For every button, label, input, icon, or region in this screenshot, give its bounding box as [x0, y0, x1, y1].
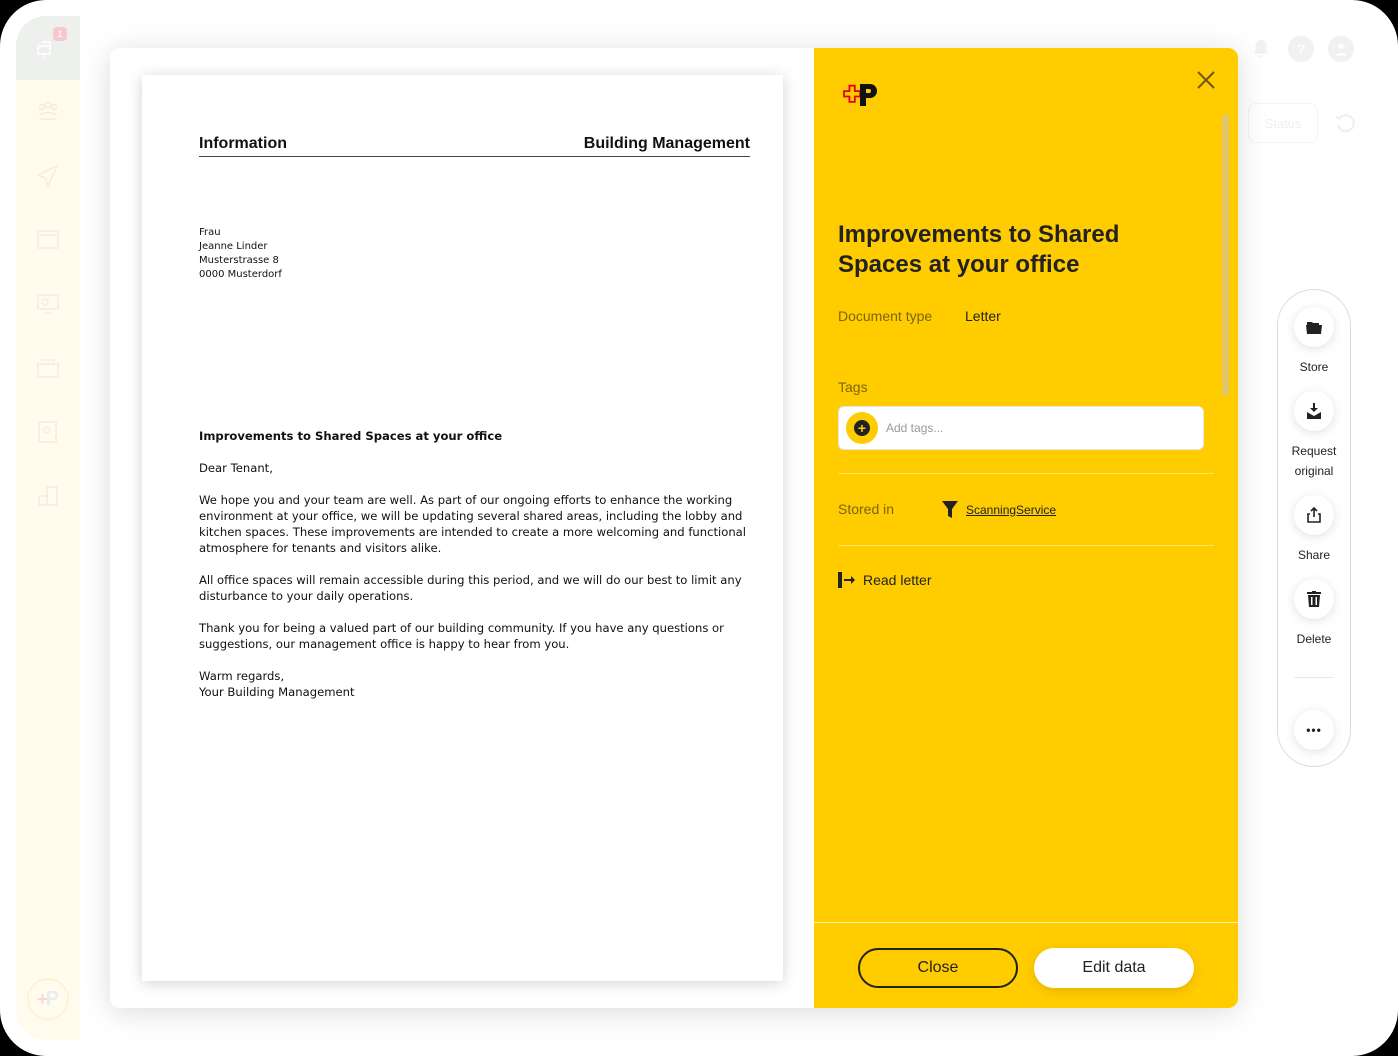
delete-action[interactable]	[1278, 579, 1350, 649]
letter-paragraph: Thank you for being a valued part of our building community. If you have any questions or suggestions, our management office is happy to hear from you.	[199, 621, 724, 651]
footer-divider	[814, 922, 1238, 923]
delete-button[interactable]	[1294, 579, 1334, 619]
scanning-service-link[interactable]: ScanningService	[966, 502, 1057, 517]
request-original-label: Request original	[1291, 444, 1337, 478]
share-action[interactable]	[1278, 495, 1350, 565]
document-type-value: Letter	[965, 308, 1001, 324]
letter-signature: Your Building Management	[199, 685, 355, 699]
address-line: Musterstrasse 8	[199, 255, 279, 266]
folder-icon	[35, 355, 61, 381]
post-logo-letter: P	[45, 987, 59, 1010]
more-icon: •••	[1306, 723, 1322, 737]
status-filter-button[interactable]: Status	[1248, 103, 1318, 143]
notification-badge: 1	[53, 27, 67, 41]
request-original-button[interactable]	[1294, 391, 1334, 431]
sidebar-item-monitor[interactable]	[16, 272, 80, 336]
address-line: 0000 Musterdorf	[199, 269, 282, 280]
download-tray-icon	[1307, 403, 1321, 419]
letter-paragraph: We hope you and your team are well. As part of our ongoing efforts to enhance the working environment at your office, we will be updating several shared areas, including the lobby and kitchen spaces. These improvements are intended to create a more welcoming and functional atmosphere for tenants and visitors alike.	[199, 493, 747, 555]
more-action[interactable]	[1278, 710, 1350, 750]
funnel-icon	[942, 501, 958, 518]
stored-in-label: Stored in	[838, 501, 895, 517]
letter-header-right: Building Management	[583, 135, 750, 152]
tags-input[interactable]	[886, 421, 1186, 435]
add-tag-button[interactable]	[846, 412, 878, 444]
help-button[interactable]	[1288, 36, 1314, 62]
read-letter-button[interactable]	[838, 572, 931, 588]
read-letter-label: Read letter	[863, 572, 932, 588]
address-line: Frau	[199, 227, 221, 238]
sidebar-item-contacts[interactable]	[16, 400, 80, 464]
share-button[interactable]	[1294, 495, 1334, 535]
letter-paragraph: All office spaces will remain accessible during this period, and we will do our best to limit any disturbance to your daily operations.	[199, 573, 742, 603]
stored-in-link[interactable]	[942, 501, 1056, 518]
delete-label: Delete	[1296, 632, 1332, 646]
letter-body	[199, 428, 759, 700]
action-rail	[1277, 289, 1351, 767]
rail-divider	[1294, 677, 1334, 678]
swiss-cross-icon: +	[37, 988, 48, 1009]
close-button[interactable]: Close	[858, 948, 1018, 988]
bell-icon	[1250, 38, 1272, 60]
request-original-action[interactable]	[1278, 391, 1350, 481]
edit-data-button[interactable]: Edit data	[1034, 948, 1194, 988]
recipient-address	[199, 226, 282, 282]
store-action[interactable]	[1278, 307, 1350, 377]
send-icon	[35, 163, 61, 189]
tags-label: Tags	[838, 379, 868, 395]
letter-header-left: Information	[199, 135, 287, 152]
letter-page	[142, 75, 783, 981]
sidebar-item-buildings[interactable]	[16, 464, 80, 528]
document-type-label: Document type	[838, 308, 933, 324]
trash-icon	[1307, 591, 1321, 607]
contacts-book-icon	[35, 419, 61, 445]
folder-open-icon	[1306, 320, 1322, 334]
share-label: Share	[1297, 548, 1331, 562]
sidebar	[16, 16, 80, 1040]
header-actions	[1248, 36, 1354, 62]
details-scrollbar[interactable]	[1222, 114, 1229, 396]
sidebar-item-browser[interactable]	[16, 208, 80, 272]
user-icon	[1333, 41, 1349, 57]
help-icon: ?	[1296, 41, 1306, 57]
letter-header	[199, 135, 750, 157]
people-icon	[35, 99, 61, 125]
close-icon[interactable]	[1195, 69, 1217, 91]
browser-sparkle-icon	[35, 227, 61, 253]
share-icon	[1307, 507, 1321, 523]
plus-icon: +	[854, 420, 870, 436]
store-label: Store	[1299, 360, 1329, 374]
sidebar-item-send[interactable]	[16, 144, 80, 208]
notifications-button[interactable]	[1248, 36, 1274, 62]
letter-salutation: Dear Tenant,	[199, 461, 273, 475]
more-button[interactable]	[1294, 710, 1334, 750]
profile-button[interactable]	[1328, 36, 1354, 62]
swiss-post-logo	[843, 82, 881, 108]
divider	[838, 545, 1214, 546]
tags-field[interactable]	[838, 406, 1204, 450]
document-modal	[110, 48, 1238, 1008]
letter-closing: Warm regards,	[199, 669, 285, 683]
sidebar-item-mailbox[interactable]	[16, 16, 80, 80]
address-line: Jeanne Linder	[199, 241, 268, 252]
sidebar-item-people[interactable]	[16, 80, 80, 144]
open-letter-icon	[838, 572, 855, 588]
buildings-icon	[35, 483, 61, 509]
refresh-icon[interactable]	[1333, 110, 1359, 136]
monitor-chart-icon	[35, 291, 61, 317]
store-button[interactable]	[1294, 307, 1334, 347]
divider	[838, 473, 1214, 474]
document-preview	[110, 48, 814, 1008]
details-panel	[814, 48, 1238, 1008]
sidebar-item-folder[interactable]	[16, 336, 80, 400]
sidebar-logo	[27, 978, 69, 1020]
letter-subject: Improvements to Shared Spaces at your office	[199, 429, 503, 443]
document-title: Improvements to Shared Spaces at your office	[838, 221, 1120, 278]
